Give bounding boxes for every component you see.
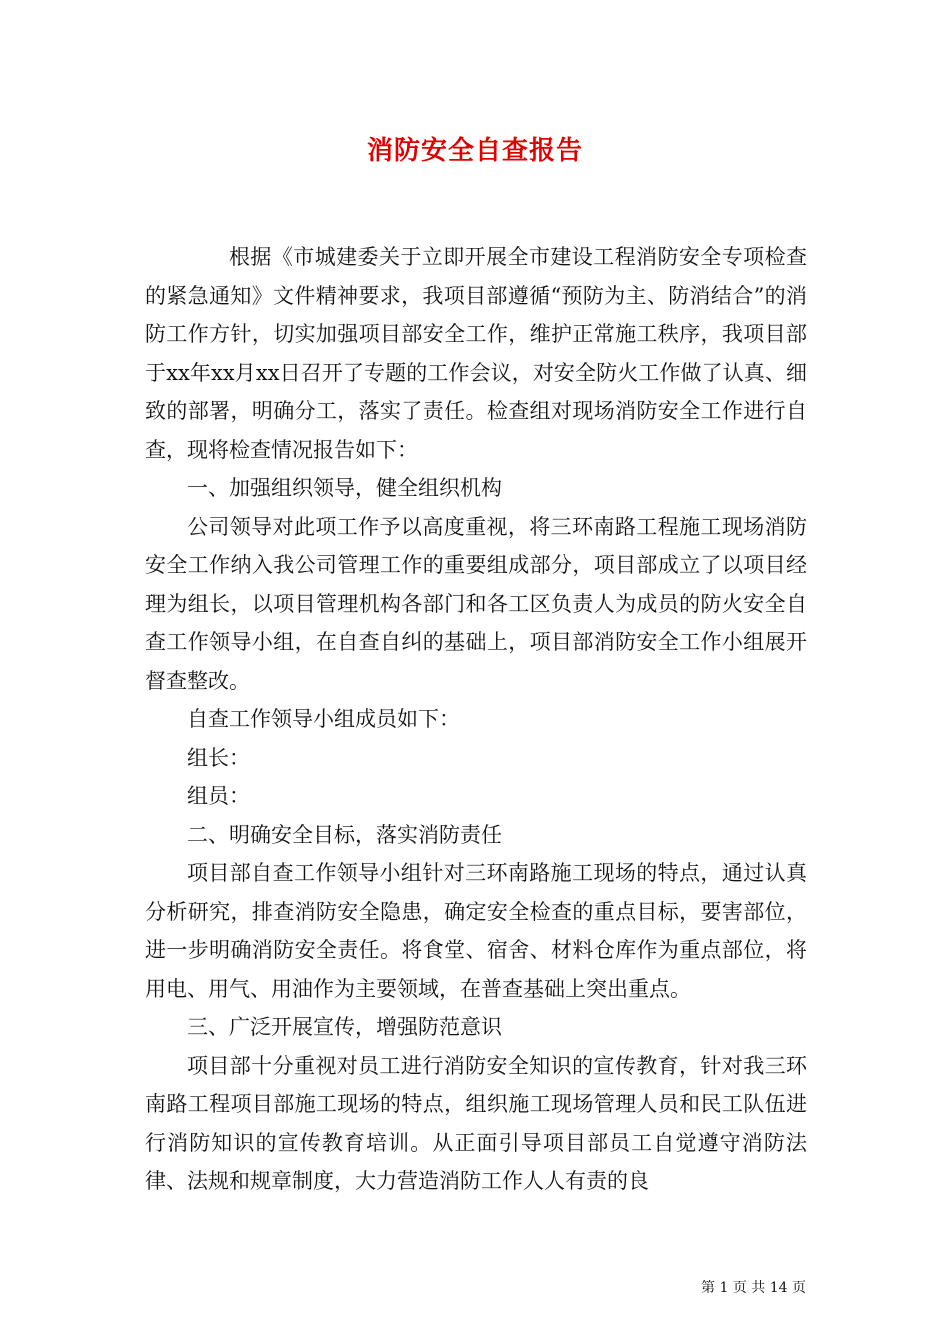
leader-line: 组长： — [187, 745, 250, 770]
section-2-paragraph: 项目部自查工作领导小组针对三环南路施工现场的特点，通过认真分析研究，排查消防安全隐患，确定安全检查的重点目标，要害部位，进一步明确消防安全责任。将食堂、宿舍、材料仓库作为重点部位，将用电、用气、用油作为主要领域，在普查基础上突出重点。 — [145, 861, 807, 1001]
section-heading-2: 二、明确安全目标，落实消防责任 — [187, 822, 502, 847]
section-heading-1: 一、加强组织领导，健全组织机构 — [187, 476, 502, 500]
members-intro: 自查工作领导小组成员如下： — [187, 707, 460, 731]
section-1-paragraph: 公司领导对此项工作予以高度重视，将三环南路工程施工现场消防安全工作纳入我公司管理工作的重要组成部分，项目部成立了以项目经理为组长，以项目管理机构各部门和各工区负责人为成员的防火安全自查工作领导小组，在自查自纠的基础上，项目部消防安全工作小组展开督查整改。 — [145, 514, 807, 693]
page-number-footer: 第 1 页 共 14 页 — [701, 1280, 806, 1296]
document-body — [145, 238, 807, 1201]
members-line: 组员： — [187, 784, 250, 808]
intro-paragraph: 根据《市城建委关于立即开展全市建设工程消防安全专项检查的紧急通知》文件精神要求，我项目部遵循“预防为主、防消结合”的消防工作方针，切实加强项目部安全工作，维护正常施工秩序，我项目部于xx年xx月xx日召开了专题的工作会议，对安全防火工作做了认真、细致的部署，明确分工，落实了责任。检查组对现场消防安全工作进行自查，现将检查情况报告如下： — [145, 245, 807, 462]
document-title: 消防安全自查报告 — [366, 136, 583, 166]
section-3-paragraph: 项目部十分重视对员工进行消防安全知识的宣传教育，针对我三环南路工程项目部施工现场的特点，组织施工现场管理人员和民工队伍进行消防知识的宣传教育培训。从正面引导项目部员工自觉遵守消防法律、法规和规章制度，大力营造消防工作人人有责的良 — [145, 1053, 807, 1193]
section-heading-3: 三、广泛开展宣传，增强防范意识 — [187, 1015, 502, 1039]
